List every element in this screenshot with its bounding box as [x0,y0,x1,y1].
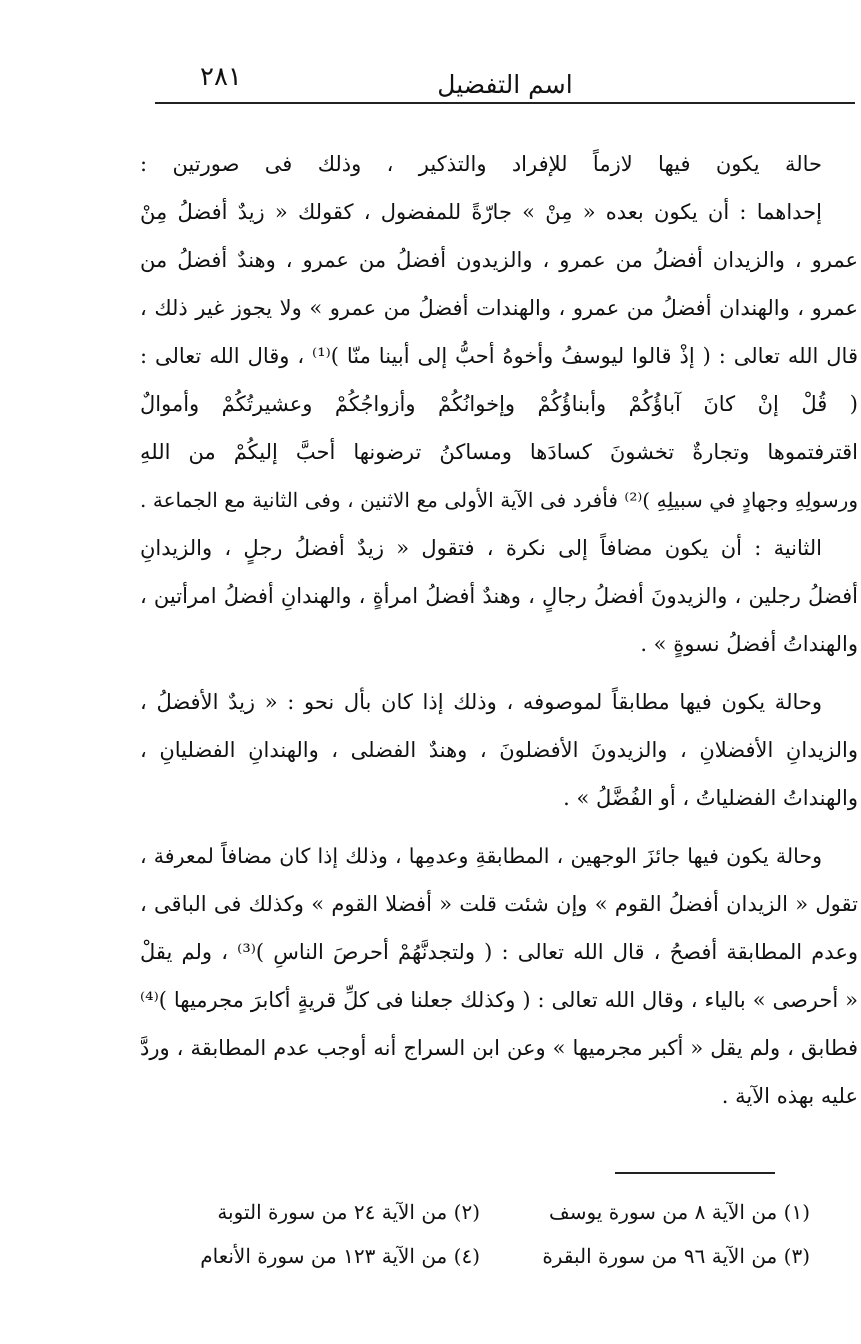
paragraph-line: والهنداتُ الفضلياتُ ، أو الفُضَّلُ » . [563,786,858,810]
main-text [140,140,858,1120]
header-rule [155,102,855,104]
footnote-3: (٣) من الآية ٩٦ من سورة البقرة [542,1244,810,1268]
paragraph-line: فطابق ، ولم يقل « أكبر مجرميها » وعن ابن السراج أنه أوجب عدم المطابقة ، وردَّ [140,1036,858,1060]
paragraph-line: عمرو ، والهندان أفضلُ من عمرو ، والهندات أفضلُ من عمرو » ولا يجوز غير ذلك ، [140,296,858,320]
running-title: اسم التفضيل [437,70,573,99]
paragraph-line: حالة يكون فيها لازماً للإفراد والتذكير ، وذلك فى صورتين : [140,152,822,176]
paragraph-line: عليه بهذه الآية . [721,1084,858,1108]
footnote-4: (٤) من الآية ١٢٣ من سورة الأنعام [200,1244,480,1268]
paragraph-line: وحالة يكون فيها جائزَ الوجهين ، المطابقةِ وعدمِها ، وذلك إذا كان مضافاً لمعرفة ، [140,844,822,868]
paragraph-line: أفضلُ رجلين ، والزيدونَ أفضلُ رجالٍ ، وهندٌ أفضلُ امرأةٍ ، والهندانِ أفضلُ امرأتين ، [140,584,858,608]
paragraph-line: الثانية : أن يكون مضافاً إلى نكرة ، فتقول « زيدٌ أفضلُ رجلٍ ، والزيدانِ [140,536,822,560]
paragraph-line: ورسولِهِ وجهادٍ في سبيلِهِ )⁽²⁾ فأفرد فى الآية الأولى مع الاثنين ، وفى الثانية مع الجماعة . [140,488,858,512]
paragraph-line: والزيدانِ الأفضلانِ ، والزيدونَ الأفضلونَ ، وهندٌ الفضلى ، والهندانِ الفضليانِ ، [140,738,858,762]
paragraph-line: عمرو ، والزيدان أفضلُ من عمرو ، والزيدون أفضلُ من عمرو ، وهندٌ أفضلُ من [140,248,858,272]
paragraph-line: والهنداتُ أفضلُ نسوةٍ » . [640,632,858,656]
paragraph-line: اقترفتموها وتجارةٌ تخشونَ كسادَها ومساكنُ ترضونها أحبَّ إليكُمْ من اللهِ [140,440,858,464]
paragraph-line: إحداهما : أن يكون بعده « مِنْ » جارّةً للمفضول ، كقولك « زيدٌ أفضلُ مِنْ [140,200,822,224]
paragraph-line: قال الله تعالى : ( إذْ قالوا ليوسفُ وأخوهُ أحبُّ إلى أبينا منّا )⁽¹⁾ ، وقال الله تعالى : [140,344,858,368]
paragraph-line: تقول « الزيدان أفضلُ القوم » وإن شئت قلت « أفضلا القوم » وكذلك فى الباقى ، [140,892,858,916]
footnotes [150,1190,810,1278]
page-header [155,48,855,104]
paragraph-line: وعدم المطابقة أفصحُ ، قال الله تعالى : ( ولتجدنَّهُمْ أحرصَ الناسِ )⁽³⁾ ، ولم يقلْ [140,940,858,964]
paragraph-line: « أحرصى » بالياء ، وقال الله تعالى : ( وكذلك جعلنا فى كلِّ قريةٍ أكابرَ مجرميها )⁽⁴⁾ [140,988,858,1012]
footnote-separator [615,1172,775,1174]
paragraph-line: وحالة يكون فيها مطابقاً لموصوفه ، وذلك إذا كان بأل نحو : « زيدٌ الأفضلُ ، [140,690,822,714]
page-number: ٢٨١ [200,62,242,92]
footnote-2: (٢) من الآية ٢٤ من سورة التوبة [217,1200,480,1224]
footnote-1: (١) من الآية ٨ من سورة يوسف [549,1200,810,1224]
paragraph-line: ( قُلْ إنْ كانَ آباؤُكُمْ وأبناؤُكُمْ وإخوانُكُمْ وأزواجُكُمْ وعشيرتُكُمْ وأموالٌ [140,392,858,416]
